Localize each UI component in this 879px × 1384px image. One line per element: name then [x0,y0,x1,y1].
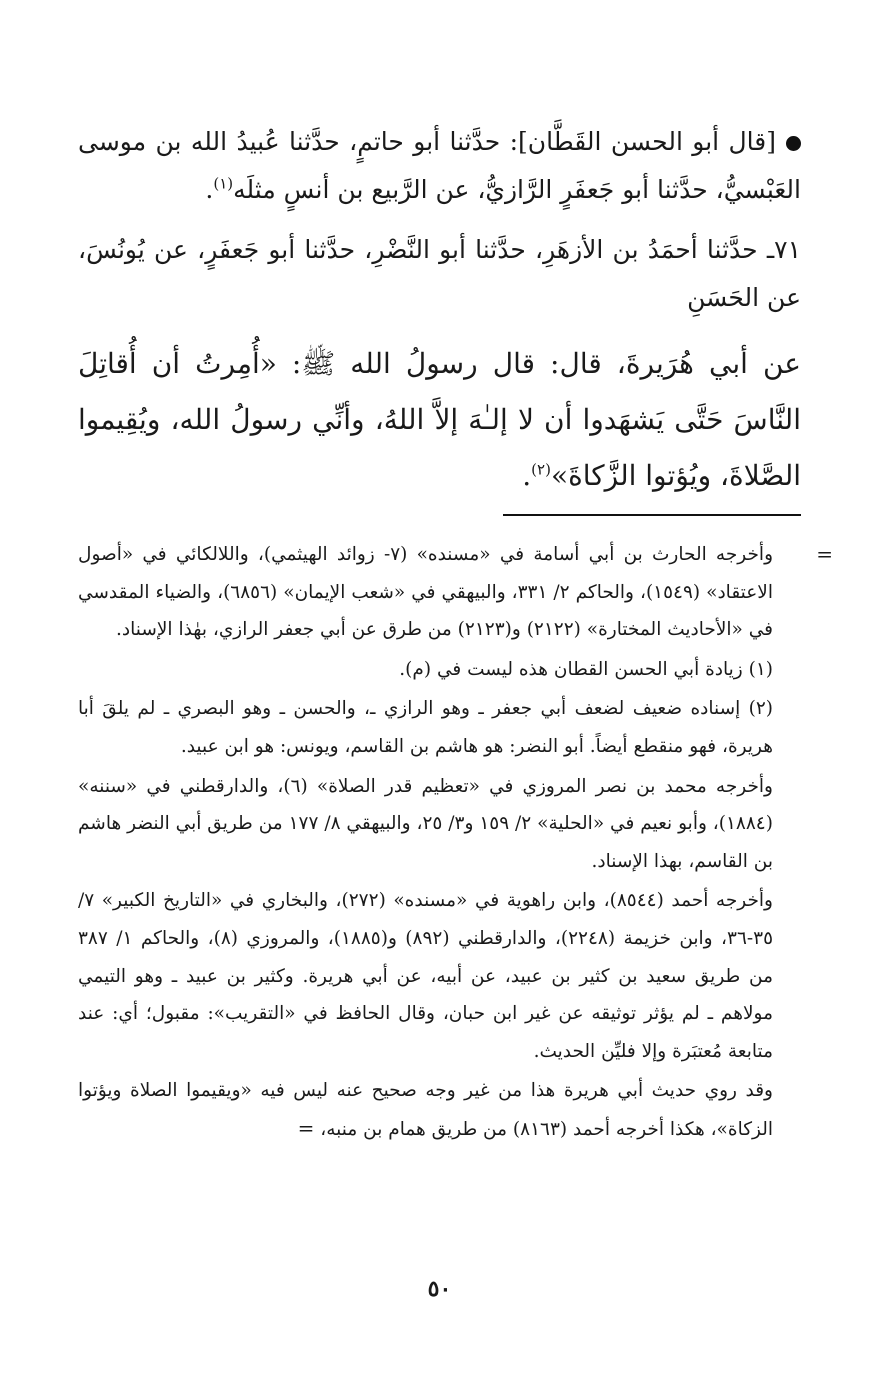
paragraph-1-text: [قال أبو الحسن القَطَّان]: حدَّثنا أبو حاتمٍ، حدَّثنا عُبيدُ الله بن موسى العَبْسيُّ، حدَّثنا أبو جَعفَرٍ الرَّازيُّ، عن الرَّبيع بن أنسٍ مثلَه [78,127,801,204]
hadith-isnad: ٧١ـ حدَّثنا أحمَدُ بن الأزهَرِ، حدَّثنا أبو النَّضْرِ، حدَّثنا أبو جَعفَرٍ، عن يُونُسَ، عن الحَسَنِ [78,235,801,312]
page-number: ٥٠ [427,1276,452,1302]
continued-marker: = [297,1115,315,1140]
footnote-2-remark-text: وقد روي حديث أبي هريرة هذا من غير وجه صحيح عنه ليس فيه «ويقيموا الصلاة ويؤتوا الزكاة»، هكذا أخرجه أحمد (٨١٦٣) من طريق همام بن منبه، [78,1080,773,1140]
footnote-ref-1: (١) [213,174,234,193]
hadith-matn-end: . [522,459,532,492]
bullet-icon [786,136,801,151]
hadith-matn-text: عن أبي هُرَيرةَ، قال: قال رسولُ الله ﷺ: «أُمِرتُ أن أُقاتِلَ النَّاسَ حَتَّى يَشهَدوا أن لا إلـٰهَ إلاَّ اللهُ، وأنِّي رسولُ الله، ويُقِيموا الصَّلاةَ، ويُؤتوا الزَّكاةَ» [78,347,801,492]
paragraph-1-end: . [205,175,214,204]
main-text [78,118,801,504]
footnote-2-sources-more: وأخرجه أحمد (٨٥٤٤)، وابن راهوية في «مسنده» (٢٧٢)، والبخاري في «التاريخ الكبير» ٧/ ٣٥-٣٦، وابن خزيمة (٢٢٤٨)، والدارقطني (٨٩٢) و(١٨٨٥)، والمروزي (٨)، والحاكم ١/ ٣٨٧ من طريق سعيد بن كثير بن عبيد، عن أبيه، عن أبي هريرة. وكثير بن عبيد ـ وهو التيمي مولاهم ـ لم يؤثر توثيقه عن غير ابن حبان، وقال الحافظ في «التقريب»: مقبول؛ أي: عند متابعة مُعتبَرة وإلا فليِّن الحديث. [78,890,774,1062]
continuation-marker: = [816,542,833,566]
paragraph-1 [78,118,801,214]
hadith-matn [78,336,801,504]
footnote-continuation [78,536,833,649]
footnote-1: (١) زيادة أبي الحسن القطان هذه ليست في (م). [399,658,773,680]
footnotes [78,536,833,1149]
footnote-ref-2: (٢) [531,460,551,479]
footnote-2: (٢) إسناده ضعيف لضعف أبي جعفر ـ وهو الرازي ـ، والحسن ـ وهو البصري ـ لم يلقَ أبا هريرة، فهو منقطع أيضاً. أبو النضر: هو هاشم بن القاسم، ويونس: هو ابن عبيد. [78,698,773,757]
footnote-continuation-text: وأخرجه الحارث بن أبي أسامة في «مسنده» (٧- زوائد الهيثمي)، واللالكائي في «أصول الاعتقاد» (١٥٤٩)، والحاكم ٢/ ٣٣١، والبيهقي في «شعب الإيمان» (٦٨٥٦)، والضياء المقدسي في «الأحاديث المختارة» (٢١٢٢) و(٢١٢٣) من طرق عن أبي جعفر الرازي، بهٰذا الإسناد. [78,544,774,641]
footnote-2-remark [78,1072,801,1148]
footnote-2-sources: وأخرجه محمد بن نصر المروزي في «تعظيم قدر الصلاة» (٦)، والدارقطني في «سننه» (١٨٨٤)، وأبو نعيم في «الحلية» ٢/ ١٥٩ و٣/ ٢٥، والبيهقي ٨/ ١٧٧ من طريق أبي النضر هاشم بن القاسم، بهذا الإسناد. [78,775,773,872]
footnote-separator [503,514,801,516]
